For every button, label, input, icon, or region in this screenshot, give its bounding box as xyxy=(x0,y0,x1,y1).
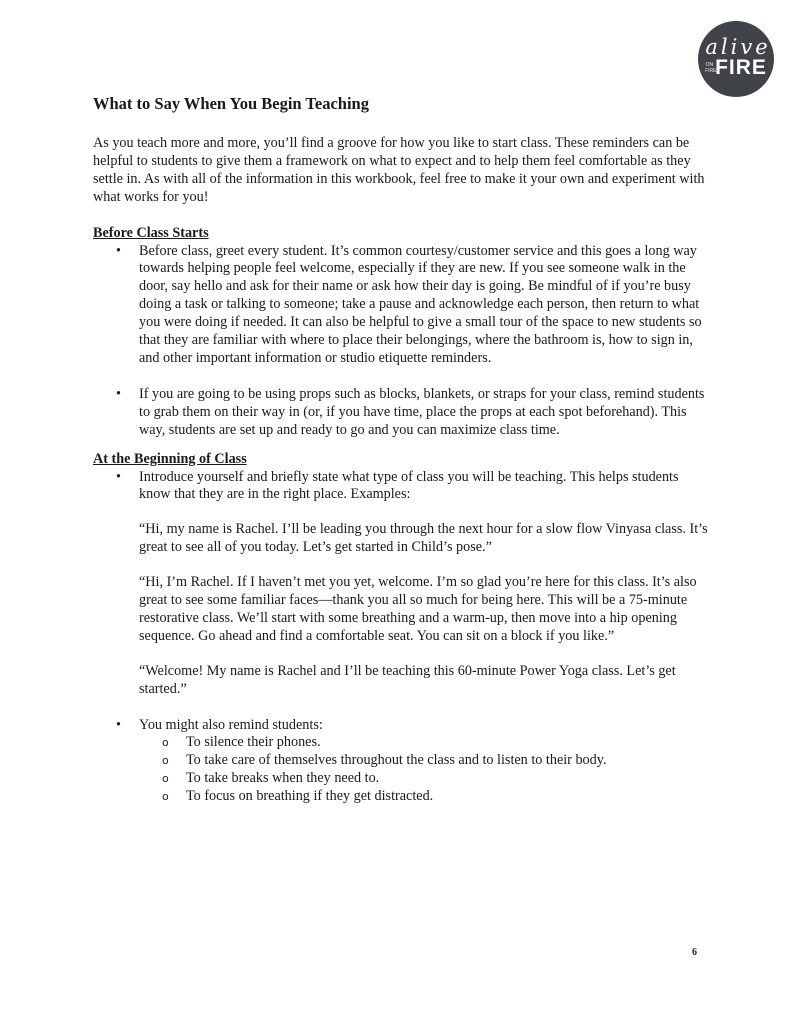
circle-bullet-icon: o xyxy=(162,736,169,750)
list-item xyxy=(93,469,708,699)
sublist-item xyxy=(139,752,708,770)
circle-bullet-icon: o xyxy=(162,772,169,786)
list-item xyxy=(93,243,708,368)
section-title-beginning-of-class: At the Beginning of Class xyxy=(93,450,247,467)
section-title-before-class: Before Class Starts xyxy=(93,224,209,241)
logo-small-text: ON FIRE xyxy=(705,61,717,74)
list-item-text: Before class, greet every student. It’s common courtesy/customer service and this goes a long way towards helping people feel welcome, especially if they are new. If you see someone walk in the door, say hello and ask for their name or ask how their day is going. Be mindful of if you’re busy doing a task or talking to someone; take a pause and acknowledge each person, then return to what you were doing if needed. It can also be helpful to give a small tour of the space to new students so that they are familiar with where to place their belongings, where the bathroom is, how to sign in, and other important information or studio etiquette reminders. xyxy=(139,242,702,366)
sublist-item xyxy=(139,734,708,752)
page-content xyxy=(93,93,708,806)
before-class-list xyxy=(93,243,708,440)
list-item-text: You might also remind students: xyxy=(139,716,323,733)
sublist-item-text: To take breaks when they need to. xyxy=(186,770,380,787)
list-item-text: If you are going to be using props such as blocks, blankets, or straps for your class, remind students to grab them on their way in (or, if you have time, place the props at each spot beforehand). This way, students are set up and ready to go and you can maximize class time. xyxy=(139,385,705,438)
circle-bullet-icon: o xyxy=(162,754,169,768)
list-item xyxy=(93,386,708,440)
intro-paragraph: As you teach more and more, you’ll find a groove for how you like to start class. These reminders can be helpful to students to give them a framework on what to expect and to help them feel comfortable as they settle in. As with all of the information in this workbook, feel free to make it your own and experiment with what works for you! xyxy=(93,135,705,205)
sublist-item-text: To focus on breathing if they get distracted. xyxy=(186,788,434,805)
list-item-text: Introduce yourself and briefly state what type of class you will be teaching. This helps students know that they are in the right place. Examples: xyxy=(139,468,679,503)
list-item xyxy=(93,717,708,807)
page-title: What to Say When You Begin Teaching xyxy=(93,94,369,113)
beginning-class-list xyxy=(93,469,708,807)
bullet-icon: • xyxy=(116,242,121,259)
bullet-icon: • xyxy=(116,716,121,733)
logo-fire-text: FIRE xyxy=(715,56,767,79)
sublist-item xyxy=(139,770,708,788)
alive-on-fire-logo xyxy=(698,21,774,97)
bullet-icon: • xyxy=(116,385,121,402)
bullet-icon: • xyxy=(116,468,121,485)
sublist-item-text: To take care of themselves throughout the class and to listen to their body. xyxy=(186,752,607,769)
reminder-sublist xyxy=(139,734,708,806)
example-quote: “Hi, my name is Rachel. I’ll be leading you through the next hour for a slow flow Vinyasa class. It’s great to see all of you today. Let’s get started in Child’s pose.” xyxy=(139,521,708,556)
sublist-item-text: To silence their phones. xyxy=(186,734,321,751)
example-quote: “Welcome! My name is Rachel and I’ll be teaching this 60-minute Power Yoga class. Let’s get started.” xyxy=(139,662,676,697)
page-number: 6 xyxy=(692,947,697,958)
logo-bottom-row xyxy=(705,57,767,78)
sublist-item xyxy=(139,788,708,806)
logo-top-text: alive xyxy=(705,35,771,59)
example-quote: “Hi, I’m Rachel. If I haven’t met you yet, welcome. I’m so glad you’re here for this class. It’s also great to see some familiar faces—thank you all so much for being here. This will be a 75-minute restorative class. We’ll start with some breathing and a warm-up, then move into a hip opening sequence. Go ahead and find a comfortable seat. You can sit on a block if you like.” xyxy=(139,574,697,644)
circle-bullet-icon: o xyxy=(162,790,169,804)
